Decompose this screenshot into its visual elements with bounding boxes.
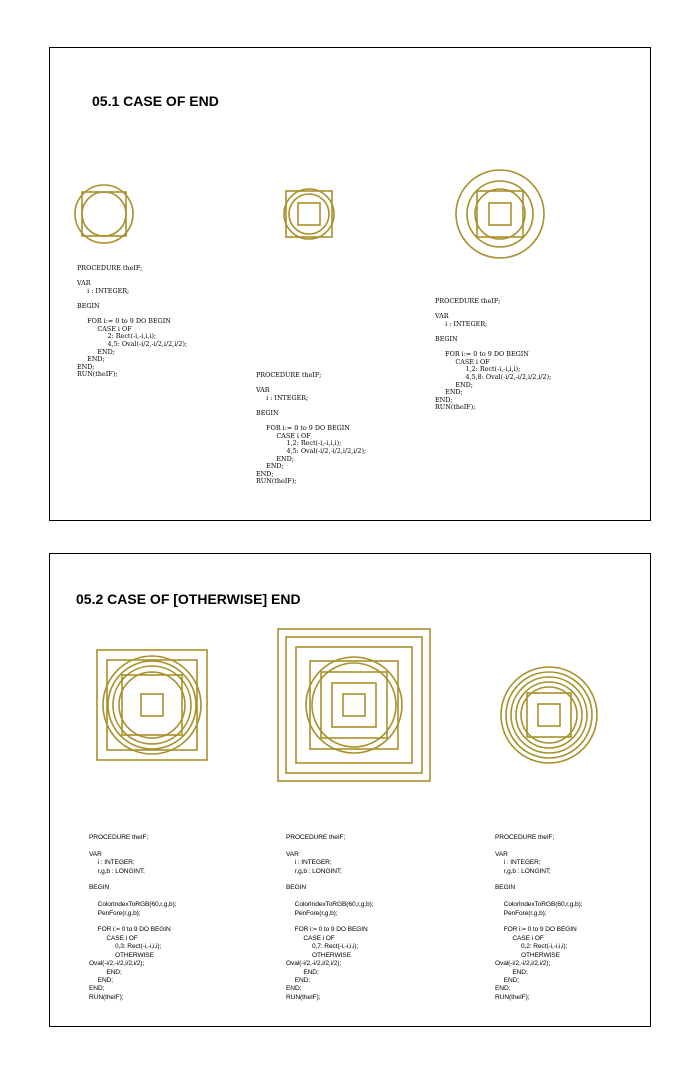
- section-panel-case-of-otherwise-end: [49, 553, 651, 1027]
- figure-circle: [511, 677, 587, 753]
- figure-rect: [343, 694, 365, 716]
- figure-otherwise-right: [499, 665, 599, 765]
- figure-case-left: [74, 184, 134, 244]
- figure-circle: [521, 687, 577, 743]
- figure-rect: [489, 203, 511, 225]
- figure-circle: [456, 170, 544, 258]
- figure-rect: [477, 191, 523, 237]
- code-listing-left: PROCEDURE theIF; VAR i : INTEGER; r,g,b : LONGINT; BEGIN ColorIndexToRGB(60,r,g,b); PenFore(r,g,b); FOR i:= 0 to 9 DO BEGIN CASE i OF 0,3: Rect(-i,-i,i,i); OTHERWISE Oval(-i/2,-i/2,i/2,i/2); END; END; END; RUN(theIF);: [89, 834, 177, 1001]
- code-listing-right: PROCEDURE theIF; VAR i : INTEGER; BEGIN FOR i:= 0 to 9 DO BEGIN CASE i OF 1,2: Rect(-i,-i,i,i); 4,5,8: Oval(-i/2,-i/2,i/2,i/2); END; END; END; RUN(theIF);: [435, 297, 552, 412]
- figure-circle: [516, 682, 582, 748]
- section-title: 05.2 CASE OF [OTHERWISE] END: [76, 591, 301, 607]
- figure-rect: [296, 647, 412, 763]
- code-listing-middle: PROCEDURE theIF; VAR i : INTEGER; r,g,b : LONGINT; BEGIN ColorIndexToRGB(60,r,g,b); PenFore(r,g,b); FOR i:= 0 to 9 DO BEGIN CASE i OF 0,7: Rect(-i,-i,i,i); OTHERWISE Oval(-i/2,-i/2,i/2,i/2); END; END; END; RUN(theIF);: [286, 834, 374, 1001]
- figure-otherwise-middle: [277, 628, 431, 782]
- figure-otherwise-left: [96, 649, 208, 761]
- figure-rect: [298, 203, 320, 225]
- figure-circle: [284, 189, 334, 239]
- code-listing-left: PROCEDURE theIF; VAR i : INTEGER; BEGIN FOR i:= 0 to 9 DO BEGIN CASE i OF 2: Rect(-i,-i,i,i); 4,5: Oval(-i/2,-i/2,i/2,i/2); END; END; END; RUN(theIF);: [77, 264, 188, 379]
- figure-circle: [103, 656, 201, 754]
- figure-rect: [527, 693, 571, 737]
- figure-rect: [310, 661, 398, 749]
- figure-circle: [75, 185, 133, 243]
- figure-case-middle: [279, 184, 339, 244]
- figure-rect: [321, 672, 387, 738]
- figure-rect: [122, 675, 182, 735]
- code-listing-right: PROCEDURE theIF; VAR i : INTEGER; r,g,b : LONGINT; BEGIN ColorIndexToRGB(60,r,g,b); PenFore(r,g,b); FOR i:= 0 to 9 DO BEGIN CASE i OF 0,2: Rect(-i,-i,i,i); OTHERWISE Oval(-i/2,-i/2,i/2,i/2); END; END; END; RUN(theIF);: [495, 834, 583, 1001]
- figure-circle: [475, 189, 525, 239]
- figure-circle: [506, 672, 592, 758]
- section-panel-case-of-end: [49, 47, 651, 521]
- figure-rect: [286, 191, 332, 237]
- figure-circle: [289, 194, 329, 234]
- figure-circle: [82, 192, 126, 236]
- code-listing-middle: PROCEDURE theIF; VAR i : INTEGER; BEGIN FOR i:= 0 to 9 DO BEGIN CASE i OF 1,2: Rect(-i,-i,i,i); 4,5: Oval(-i/2,-i/2,i/2,i/2); END; END; END; RUN(theIF);: [256, 371, 367, 486]
- figure-rect: [538, 704, 560, 726]
- section-title: 05.1 CASE OF END: [92, 93, 219, 109]
- figure-rect: [141, 694, 163, 716]
- figure-rect: [278, 629, 430, 781]
- figure-circle: [113, 666, 191, 744]
- figure-circle: [312, 663, 396, 747]
- figure-case-right: [454, 168, 546, 260]
- figure-rect: [332, 683, 376, 727]
- figure-circle: [119, 672, 185, 738]
